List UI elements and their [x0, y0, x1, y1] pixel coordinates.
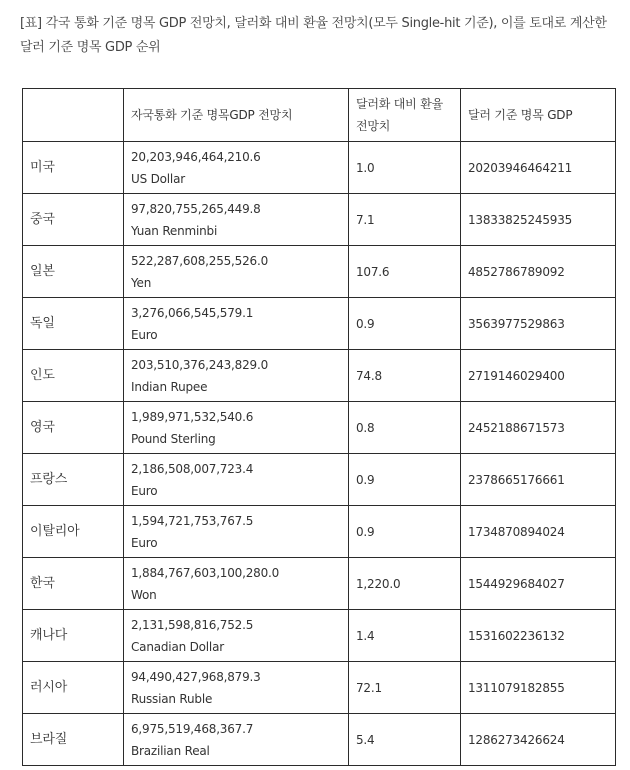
usd-gdp-cell: 20203946464211: [461, 142, 616, 194]
header-row: [23, 89, 616, 142]
fx-rate-cell: 7.1: [349, 194, 461, 246]
currency-name: US Dollar: [131, 171, 185, 186]
lcu-gdp-cell: [124, 558, 349, 610]
currency-name: Yen: [131, 275, 152, 290]
country-cell: 브라질: [23, 714, 124, 766]
table-row: [23, 402, 616, 454]
usd-gdp-cell: 4852786789092: [461, 246, 616, 298]
lcu-gdp-cell: [124, 662, 349, 714]
usd-gdp-cell: 2719146029400: [461, 350, 616, 402]
usd-gdp-cell: 13833825245935: [461, 194, 616, 246]
lcu-gdp-value: 97,820,755,265,449.8: [131, 201, 261, 216]
header-fx-rate: 달러화 대비 환율 전망치: [349, 89, 461, 142]
country-cell: 영국: [23, 402, 124, 454]
country-cell: 인도: [23, 350, 124, 402]
fx-rate-cell: 1.4: [349, 610, 461, 662]
usd-gdp-cell: 1311079182855: [461, 662, 616, 714]
currency-name: Euro: [131, 483, 158, 498]
fx-rate-cell: 72.1: [349, 662, 461, 714]
lcu-gdp-value: 94,490,427,968,879.3: [131, 669, 261, 684]
currency-name: Canadian Dollar: [131, 639, 224, 654]
lcu-gdp-cell: [124, 610, 349, 662]
lcu-gdp-value: 203,510,376,243,829.0: [131, 357, 269, 372]
lcu-gdp-cell: [124, 402, 349, 454]
usd-gdp-cell: 1531602236132: [461, 610, 616, 662]
lcu-gdp-value: 2,186,508,007,723.4: [131, 461, 254, 476]
lcu-gdp-value: 2,131,598,816,752.5: [131, 617, 254, 632]
table-row: [23, 142, 616, 194]
table-caption: [표] 각국 통화 기준 명목 GDP 전망치, 달러화 대비 환율 전망치(모두 Single-hit 기준), 이를 토대로 계산한 달러 기준 명목 GDP 순위: [20, 16, 607, 55]
lcu-gdp-cell: [124, 714, 349, 766]
country-cell: 프랑스: [23, 454, 124, 506]
table-row: [23, 558, 616, 610]
country-cell: 독일: [23, 298, 124, 350]
country-cell: 캐나다: [23, 610, 124, 662]
country-cell: 중국: [23, 194, 124, 246]
currency-name: Won: [131, 587, 157, 602]
fx-rate-cell: 74.8: [349, 350, 461, 402]
usd-gdp-cell: 1544929684027: [461, 558, 616, 610]
lcu-gdp-value: 1,884,767,603,100,280.0: [131, 565, 280, 580]
currency-name: Russian Ruble: [131, 691, 213, 706]
lcu-gdp-value: 3,276,066,545,579.1: [131, 305, 254, 320]
fx-rate-cell: 0.9: [349, 298, 461, 350]
table-row: [23, 350, 616, 402]
lcu-gdp-cell: [124, 298, 349, 350]
lcu-gdp-value: 1,989,971,532,540.6: [131, 409, 254, 424]
currency-name: Yuan Renminbi: [131, 223, 218, 238]
lcu-gdp-cell: [124, 246, 349, 298]
table-row: [23, 246, 616, 298]
table-row: [23, 454, 616, 506]
currency-name: Euro: [131, 327, 158, 342]
table-row: [23, 662, 616, 714]
currency-name: Brazilian Real: [131, 743, 210, 758]
country-cell: 한국: [23, 558, 124, 610]
lcu-gdp-value: 1,594,721,753,767.5: [131, 513, 254, 528]
header-lcu-gdp: 자국통화 기준 명목GDP 전망치: [124, 89, 349, 142]
currency-name: Pound Sterling: [131, 431, 216, 446]
fx-rate-cell: 107.6: [349, 246, 461, 298]
lcu-gdp-value: 20,203,946,464,210.6: [131, 149, 261, 164]
usd-gdp-cell: 1286273426624: [461, 714, 616, 766]
lcu-gdp-cell: [124, 142, 349, 194]
table-row: [23, 298, 616, 350]
table-row: [23, 506, 616, 558]
lcu-gdp-cell: [124, 194, 349, 246]
country-cell: 러시아: [23, 662, 124, 714]
gdp-ranking-table: [22, 88, 616, 766]
lcu-gdp-cell: [124, 506, 349, 558]
fx-rate-cell: 5.4: [349, 714, 461, 766]
table-row: [23, 714, 616, 766]
header-country: [23, 89, 124, 142]
fx-rate-cell: 0.8: [349, 402, 461, 454]
fx-rate-cell: 1.0: [349, 142, 461, 194]
header-usd-gdp: 달러 기준 명목 GDP: [461, 89, 616, 142]
fx-rate-cell: 1,220.0: [349, 558, 461, 610]
table-row: [23, 194, 616, 246]
country-cell: 이탈리아: [23, 506, 124, 558]
usd-gdp-cell: 3563977529863: [461, 298, 616, 350]
fx-rate-cell: 0.9: [349, 506, 461, 558]
lcu-gdp-value: 6,975,519,468,367.7: [131, 721, 254, 736]
lcu-gdp-cell: [124, 454, 349, 506]
fx-rate-cell: 0.9: [349, 454, 461, 506]
usd-gdp-cell: 2378665176661: [461, 454, 616, 506]
currency-name: Euro: [131, 535, 158, 550]
table-row: [23, 610, 616, 662]
usd-gdp-cell: 1734870894024: [461, 506, 616, 558]
usd-gdp-cell: 2452188671573: [461, 402, 616, 454]
country-cell: 미국: [23, 142, 124, 194]
lcu-gdp-cell: [124, 350, 349, 402]
lcu-gdp-value: 522,287,608,255,526.0: [131, 253, 269, 268]
currency-name: Indian Rupee: [131, 379, 208, 394]
country-cell: 일본: [23, 246, 124, 298]
